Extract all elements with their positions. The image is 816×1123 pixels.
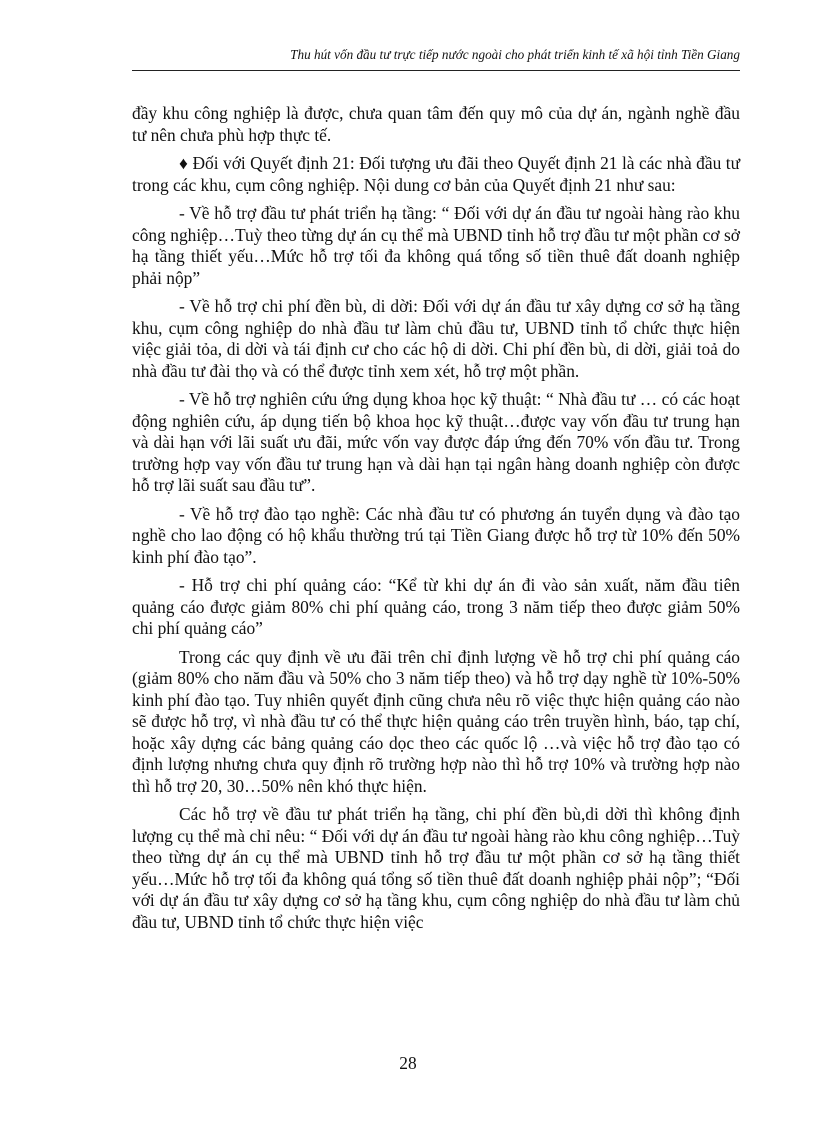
running-header: Thu hút vốn đầu tư trực tiếp nước ngoài cho phát triển kinh tế xã hội tỉnh Tiền Giang <box>290 47 740 62</box>
paragraph-decision-21: ♦ Đối với Quyết định 21: Đối tượng ưu đãi theo Quyết định 21 là các nhà đầu tư trong các khu, cụm công nghiệp. Nội dung cơ bản của Quyết định 21 như sau: <box>132 153 740 195</box>
header-rule <box>132 70 740 71</box>
paragraph-unquantified-support: Các hỗ trợ về đầu tư phát triển hạ tầng, chi phí đền bù,di dời thì không định lượng cụ thể mà chỉ nêu: “ Đối với dự án đầu tư ngoài hàng rào khu công nghiệp…Tuỳ theo từng dự án cụ thể mà UBND tỉnh hỗ trợ đầu tư một phần cơ sở hạ tầng thiết yếu…Mức hỗ trợ tối đa không quá tổng số tiền thuê đất doanh nghiệp phải nộp”; “Đối với dự án đầu tư xây dựng cơ sở hạ tầng khu, cụm công nghiệp do nhà đầu tư làm chủ đầu tư, UBND tỉnh tổ chức thực hiện việc <box>132 804 740 932</box>
paragraph-training-support: - Về hỗ trợ đào tạo nghề: Các nhà đầu tư có phương án tuyển dụng và đào tạo nghề cho lao động có hộ khẩu thường trú tại Tiền Giang được hỗ trợ từ 10% đến 50% kinh phí đào tạo”. <box>132 503 740 567</box>
body-text <box>132 103 740 940</box>
paragraph-infrastructure-support: - Về hỗ trợ đầu tư phát triển hạ tầng: “ Đối với dự án đầu tư ngoài hàng rào khu công nghiệp…Tuỳ theo từng dự án cụ thể mà UBND tỉnh hỗ trợ đầu tư một phần cơ sở hạ tầng thiết yếu…Mức hỗ trợ tối đa không quá tổng số tiền thuê đất doanh nghiệp phải nộp” <box>132 203 740 288</box>
paragraph-research-support: - Về hỗ trợ nghiên cứu ứng dụng khoa học kỹ thuật: “ Nhà đầu tư … có các hoạt động nghiên cứu, áp dụng tiến bộ khoa học kỹ thuật…được vay vốn đầu tư trung hạn và dài hạn với lãi suất ưu đãi, mức vốn vay được đáp ứng đến 70% vốn đầu tư. Trong trường hợp vay vốn đầu tư trung hạn và dài hạn tại ngân hàng doanh nghiệp còn được hỗ trợ lãi suất sau đầu tư”. <box>132 389 740 495</box>
paragraph-analysis: Trong các quy định về ưu đãi trên chỉ định lượng về hỗ trợ chi phí quảng cáo (giảm 80% cho năm đầu và 50% cho 3 năm tiếp theo) và hỗ trợ dạy nghề từ 10%-50% kinh phí đào tạo. Tuy nhiên quyết định cũng chưa nêu rõ việc thực hiện quảng cáo nào sẽ được hỗ trợ, vì nhà đầu tư có thể thực hiện quảng cáo trên truyền hình, báo, tạp chí, hoặc xây dựng các bảng quảng cáo dọc theo các quốc lộ …và việc hỗ trợ đào tạo có định lượng nhưng chưa quy định rõ trường hợp nào thì hỗ trợ 10% và trường hợp nào thì hỗ trợ 20, 30…50% nên khó thực hiện. <box>132 646 740 796</box>
page-number: 28 <box>399 1053 417 1073</box>
paragraph-continuation: đầy khu công nghiệp là được, chưa quan tâm đến quy mô của dự án, ngành nghề đầu tư nên chưa phù hợp thực tế. <box>132 103 740 145</box>
paragraph-advertising-support: - Hỗ trợ chi phí quảng cáo: “Kể từ khi dự án đi vào sản xuất, năm đầu tiên quảng cáo được giảm 80% chi phí quảng cáo, trong 3 năm tiếp theo được giảm 50% chi phí quảng cáo” <box>132 575 740 638</box>
paragraph-compensation-support: - Về hỗ trợ chi phí đền bù, di dời: Đối với dự án đầu tư xây dựng cơ sở hạ tầng khu, cụm công nghiệp do nhà đầu tư làm chủ đầu tư, UBND tỉnh tổ chức thực hiện việc giải tỏa, di dời và tái định cư cho các hộ di dời. Chi phí đền bù, di dời, giải toả do nhà đầu tư đài thọ và có thể được tỉnh xem xét, hỗ trợ một phần. <box>132 296 740 381</box>
